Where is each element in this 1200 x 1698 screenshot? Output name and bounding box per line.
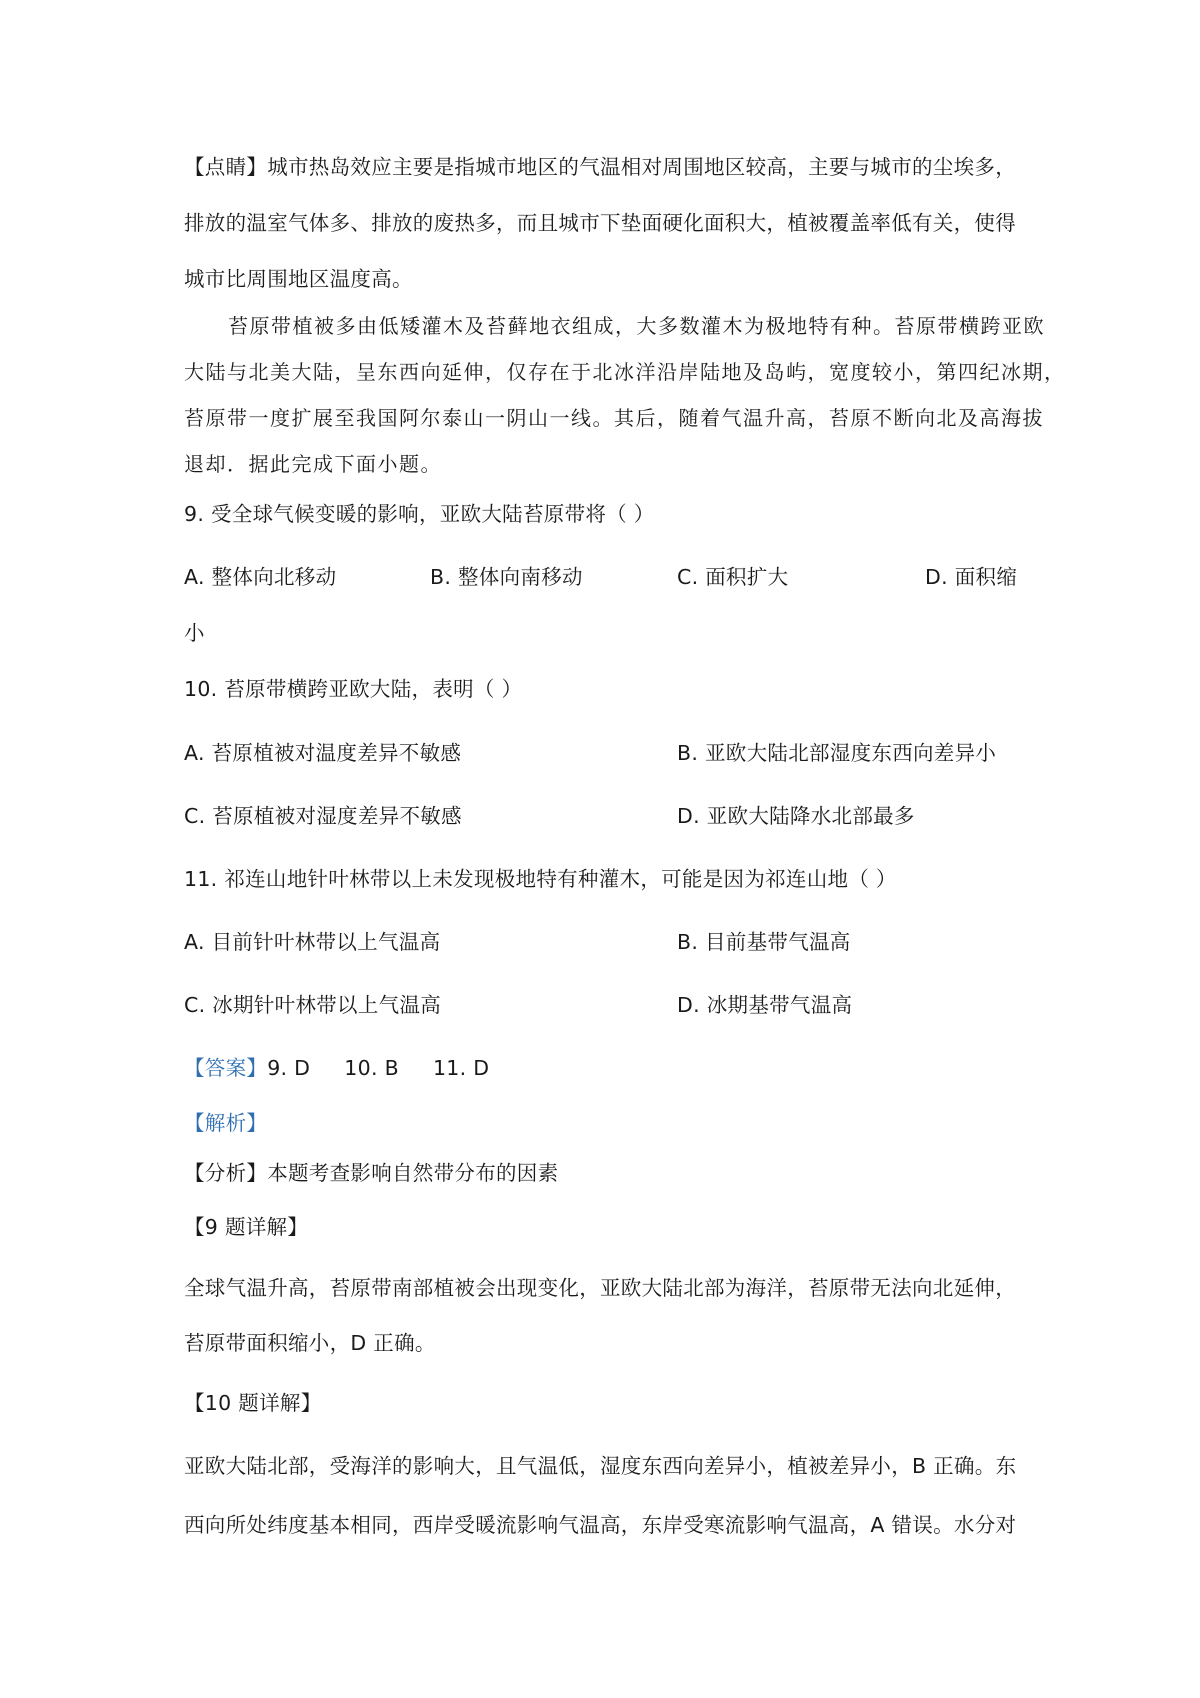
question-9-stem: 9. 受全球气候变暖的影响，亚欧大陆苔原带将（ ） [184,502,655,526]
passage-line-3: 苔原带一度扩展至我国阿尔泰山一阴山一线。其后，随着气温升高，苔原不断向北及高海拔 [184,406,1044,430]
detail-10-title: 【10 题详解】 [184,1391,322,1415]
detail-9-title: 【9 题详解】 [184,1215,309,1239]
passage-line-1: 苔原带植被多由低矮灌木及苔藓地衣组成，大多数灌木为极地特有种。苔原带横跨亚欧 [228,314,1045,338]
detail-9-line-2: 苔原带面积缩小，D 正确。 [184,1331,436,1355]
dianjing-line-2: 排放的温室气体多、排放的废热多，而且城市下垫面硬化面积大，植被覆盖率低有关，使得 [184,211,1016,235]
question-9-option-d-continued: 小 [184,621,205,645]
question-11-option-d: D. 冰期基带气温高 [677,993,853,1017]
question-11-option-a: A. 目前针叶林带以上气温高 [184,930,441,954]
question-9-option-a: A. 整体向北移动 [184,565,337,589]
question-10-option-a: A. 苔原植被对温度差异不敏感 [184,741,462,765]
passage-line-4: 退却．据此完成下面小题。 [184,452,442,476]
jiexi-label: 【解析】 [184,1111,268,1135]
answer-label: 【答案】 [184,1056,268,1080]
dianjing-line-3: 城市比周围地区温度高。 [184,267,413,291]
question-10-option-b: B. 亚欧大陆北部湿度东西向差异小 [677,741,997,765]
question-11-stem: 11. 祁连山地针叶林带以上未发现极地特有种灌木，可能是因为祁连山地（ ） [184,867,897,891]
question-10-option-d: D. 亚欧大陆降水北部最多 [677,804,915,828]
answer-11: 11. D [432,1056,490,1080]
question-11-option-b: B. 目前基带气温高 [677,930,851,954]
question-11-option-c: C. 冰期针叶林带以上气温高 [184,993,442,1017]
fenxi-line: 【分析】本题考查影响自然带分布的因素 [184,1161,559,1185]
question-9-option-d: D. 面积缩 [925,565,1018,589]
dianjing-line-1: 【点睛】城市热岛效应主要是指城市地区的气温相对周围地区较高，主要与城市的尘埃多， [184,155,1016,179]
detail-10-line-2: 西向所处纬度基本相同，西岸受暖流影响气温高，东岸受寒流影响气温高，A 错误。水分对 [184,1513,1017,1537]
question-9-option-c: C. 面积扩大 [677,565,789,589]
question-9-option-b: B. 整体向南移动 [430,565,583,589]
detail-9-line-1: 全球气温升高，苔原带南部植被会出现变化，亚欧大陆北部为海洋，苔原带无法向北延伸， [184,1276,1016,1300]
question-10-option-c: C. 苔原植被对湿度差异不敏感 [184,804,462,828]
detail-10-line-1: 亚欧大陆北部，受海洋的影响大，且气温低，湿度东西向差异小，植被差异小，B 正确。东 [184,1454,1017,1478]
answer-9: 9. D [267,1056,311,1080]
answer-10: 10. B [344,1056,399,1080]
passage-line-2: 大陆与北美大陆，呈东西向延伸，仅存在于北冰洋沿岸陆地及岛屿，宽度较小，第四纪冰期， [184,360,1066,384]
question-10-stem: 10. 苔原带横跨亚欧大陆，表明（ ） [184,677,523,701]
answer-row [184,1051,489,1081]
